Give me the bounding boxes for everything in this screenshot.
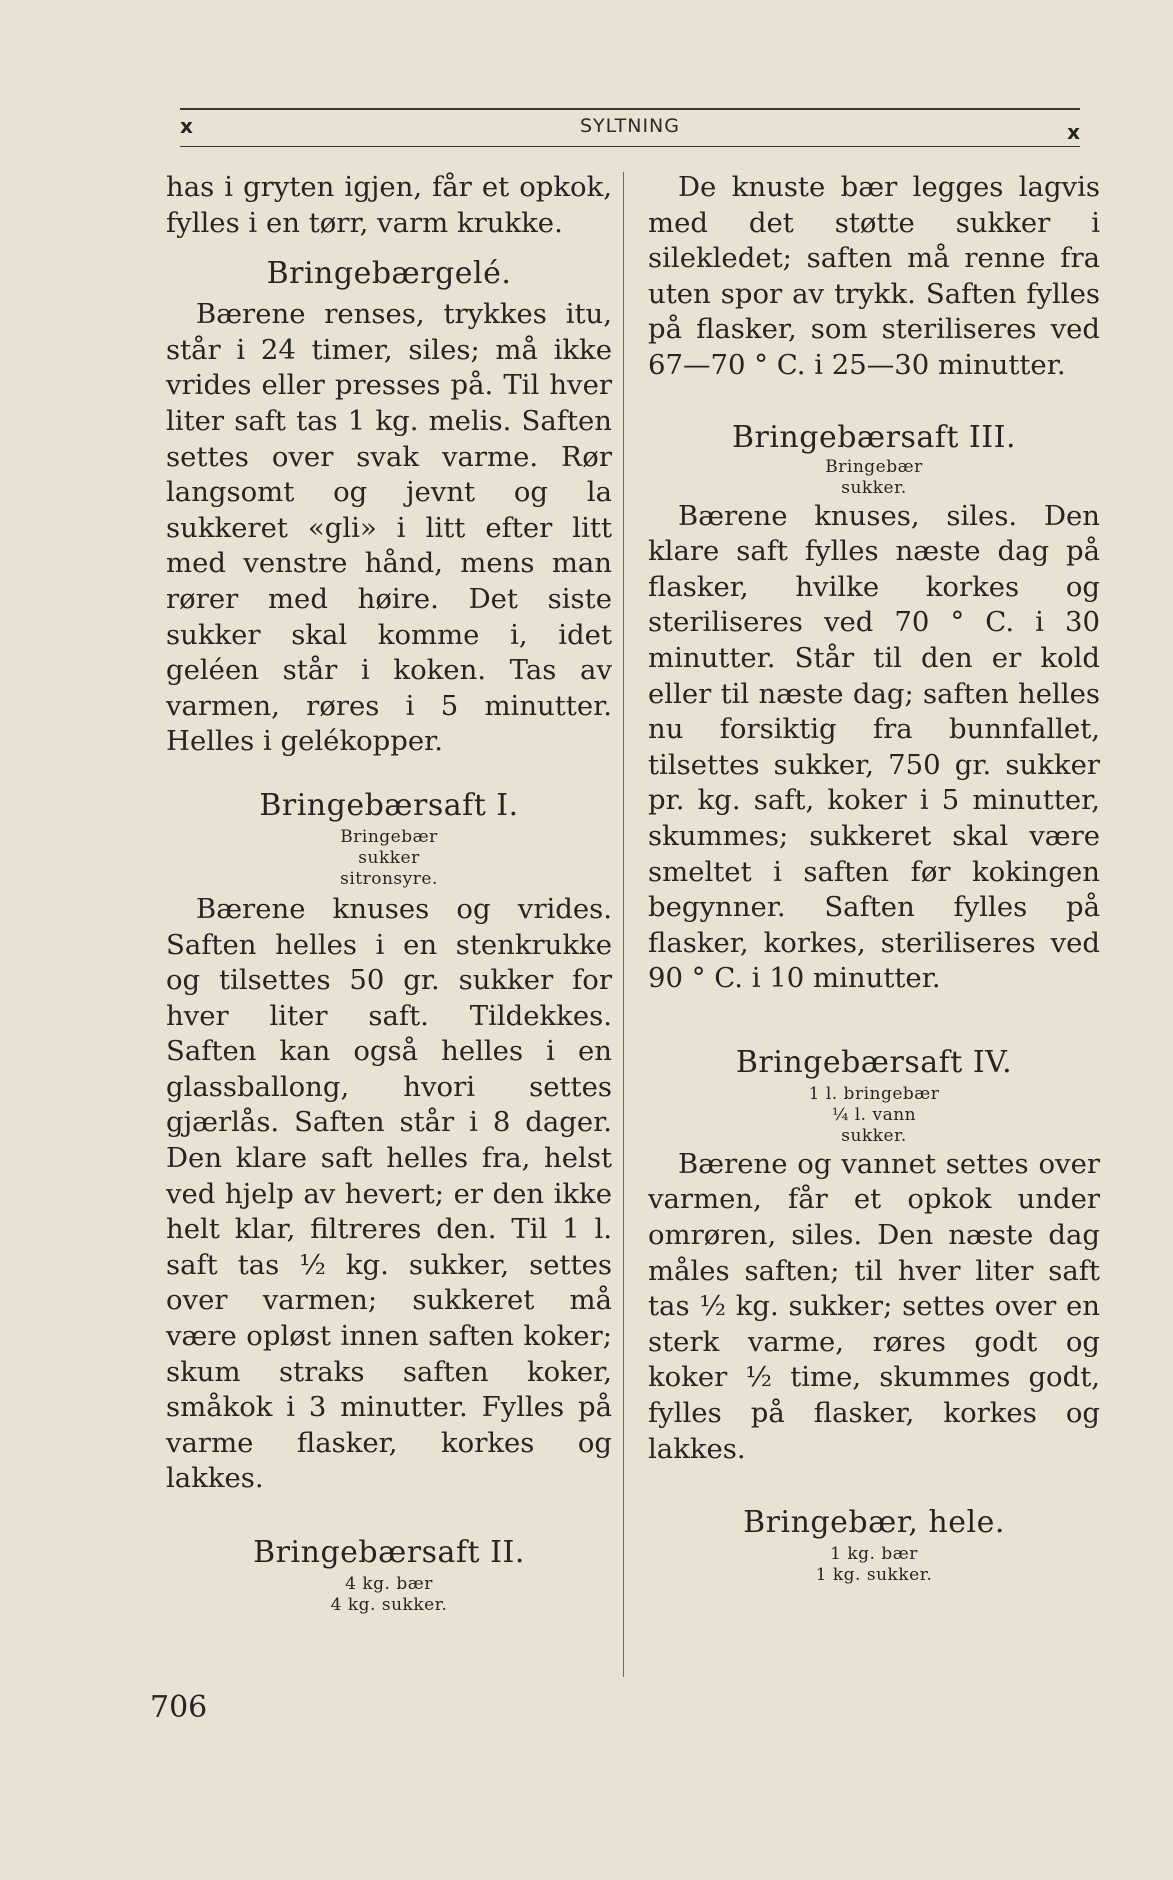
right-column <box>648 170 1100 1586</box>
left-column <box>166 170 612 1616</box>
header-left-ornament: x <box>180 114 193 138</box>
heading-bringebaersaft-3: Bringebærsaft III. <box>731 419 1017 455</box>
heading-bringebaergele: Bringebærgelé. <box>266 256 512 292</box>
ingredient-line: sukker <box>358 847 420 868</box>
ingredient-line: 4 kg. bær <box>345 1574 433 1594</box>
ingredient-line: Bringebær <box>825 456 923 477</box>
gele-body: Bærene renses, trykkes itu, står i 24 timer, siles; må ikke vrides eller presses på. Til hver liter saft tas 1 kg. melis. Saften settes over svak varme. Rør langsomt og jevnt og la sukkeret «gli» i litt efter litt med venstre hånd, mens man rører med høire. Det siste sukker skal komme i, idet geléen står i koken. Tas av varmen, røres i 5 minutter. Helles i gelékopper. <box>166 298 612 758</box>
saft3-body: Bærene knuses, siles. Den klare saft fylles næste dag på flasker, hvilke korkes og steriliseres ved 70 ° C. i 30 minutter. Står til den er kold eller til næste dag; saften helles nu forsiktig fra bunnfallet, tilsettes sukker, 750 gr. sukker pr. kg. saft, koker i 5 minutter, skummes; sukkeret skal være smeltet i saften før kokingen begynner. Saften fylles på flasker, korkes, steriliseres ved 90 ° C. i 10 minutter. <box>648 499 1100 995</box>
hele-ingredients <box>648 1544 1100 1586</box>
intro-paragraph-left: has i gryten igjen, får et opkok, fylles i en tørr, varm krukke. <box>166 171 612 239</box>
saft4-ingredients <box>648 1084 1100 1147</box>
column-divider <box>623 172 624 1677</box>
ingredient-line: sukker. <box>841 1125 907 1146</box>
saft1-ingredients <box>166 827 612 890</box>
ingredient-line: 1 l. bringebær <box>808 1083 940 1104</box>
intro-paragraph-right: De knuste bær legges lagvis med det støtte sukker i silekledet; saften må renne fra uten spor av trykk. Saften fylles på flasker, som steriliseres ved 67—70 ° C. i 25—30 minutter. <box>648 171 1100 381</box>
heading-bringebaersaft-1: Bringebærsaft I. <box>259 787 519 823</box>
ingredient-line: ¼ l. vann <box>831 1104 917 1125</box>
header-top-rule <box>180 108 1080 110</box>
header-right-ornament: x <box>1067 120 1080 144</box>
saft2-ingredients <box>166 1574 612 1616</box>
ingredient-line: 1 kg. bær <box>830 1544 918 1565</box>
ingredient-line: 4 kg. sukker. <box>330 1595 448 1615</box>
ingredient-line: Bringebær <box>340 826 438 847</box>
heading-bringebaersaft-4: Bringebærsaft IV. <box>735 1044 1013 1080</box>
page-number: 706 <box>150 1690 208 1725</box>
saft4-body: Bærene og vannet settes over varmen, får et opkok under omrøren, siles. Den næste dag måles saften; til hver liter saft tas ½ kg. sukker; settes over en sterk varme, røres godt og koker ½ time, skummes godt, fylles på flasker, korkes og lakkes. <box>648 1147 1100 1465</box>
ingredient-line: 1 kg. sukker. <box>815 1565 933 1586</box>
running-header <box>180 108 1080 148</box>
header-title: SYLTNING <box>580 115 680 137</box>
heading-bringebaersaft-2: Bringebærsaft II. <box>253 1535 525 1570</box>
ingredient-line: sitronsyre. <box>340 868 438 889</box>
saft3-ingredients <box>648 457 1100 499</box>
ingredient-line: sukker. <box>841 477 907 498</box>
saft1-body: Bærene knuses og vrides. Saften helles i en stenkrukke og tilsettes 50 gr. sukker for hver liter saft. Tildekkes. Saften kan også helles i en glassballong, hvori settes gjærlås. Saften står i 8 dager. Den klare saft helles fra, helst ved hjelp av hevert; er den ikke helt klar, filtreres den. Til 1 l. saft tas ½ kg. sukker, settes over varmen; sukkeret må være opløst innen saften koker; skum straks saften koker, småkok i 3 minutter. Fylles på varme flasker, korkes og lakkes. <box>166 892 612 1495</box>
heading-bringebaer-hele: Bringebær, hele. <box>743 1505 1005 1541</box>
header-bottom-rule <box>180 146 1080 147</box>
